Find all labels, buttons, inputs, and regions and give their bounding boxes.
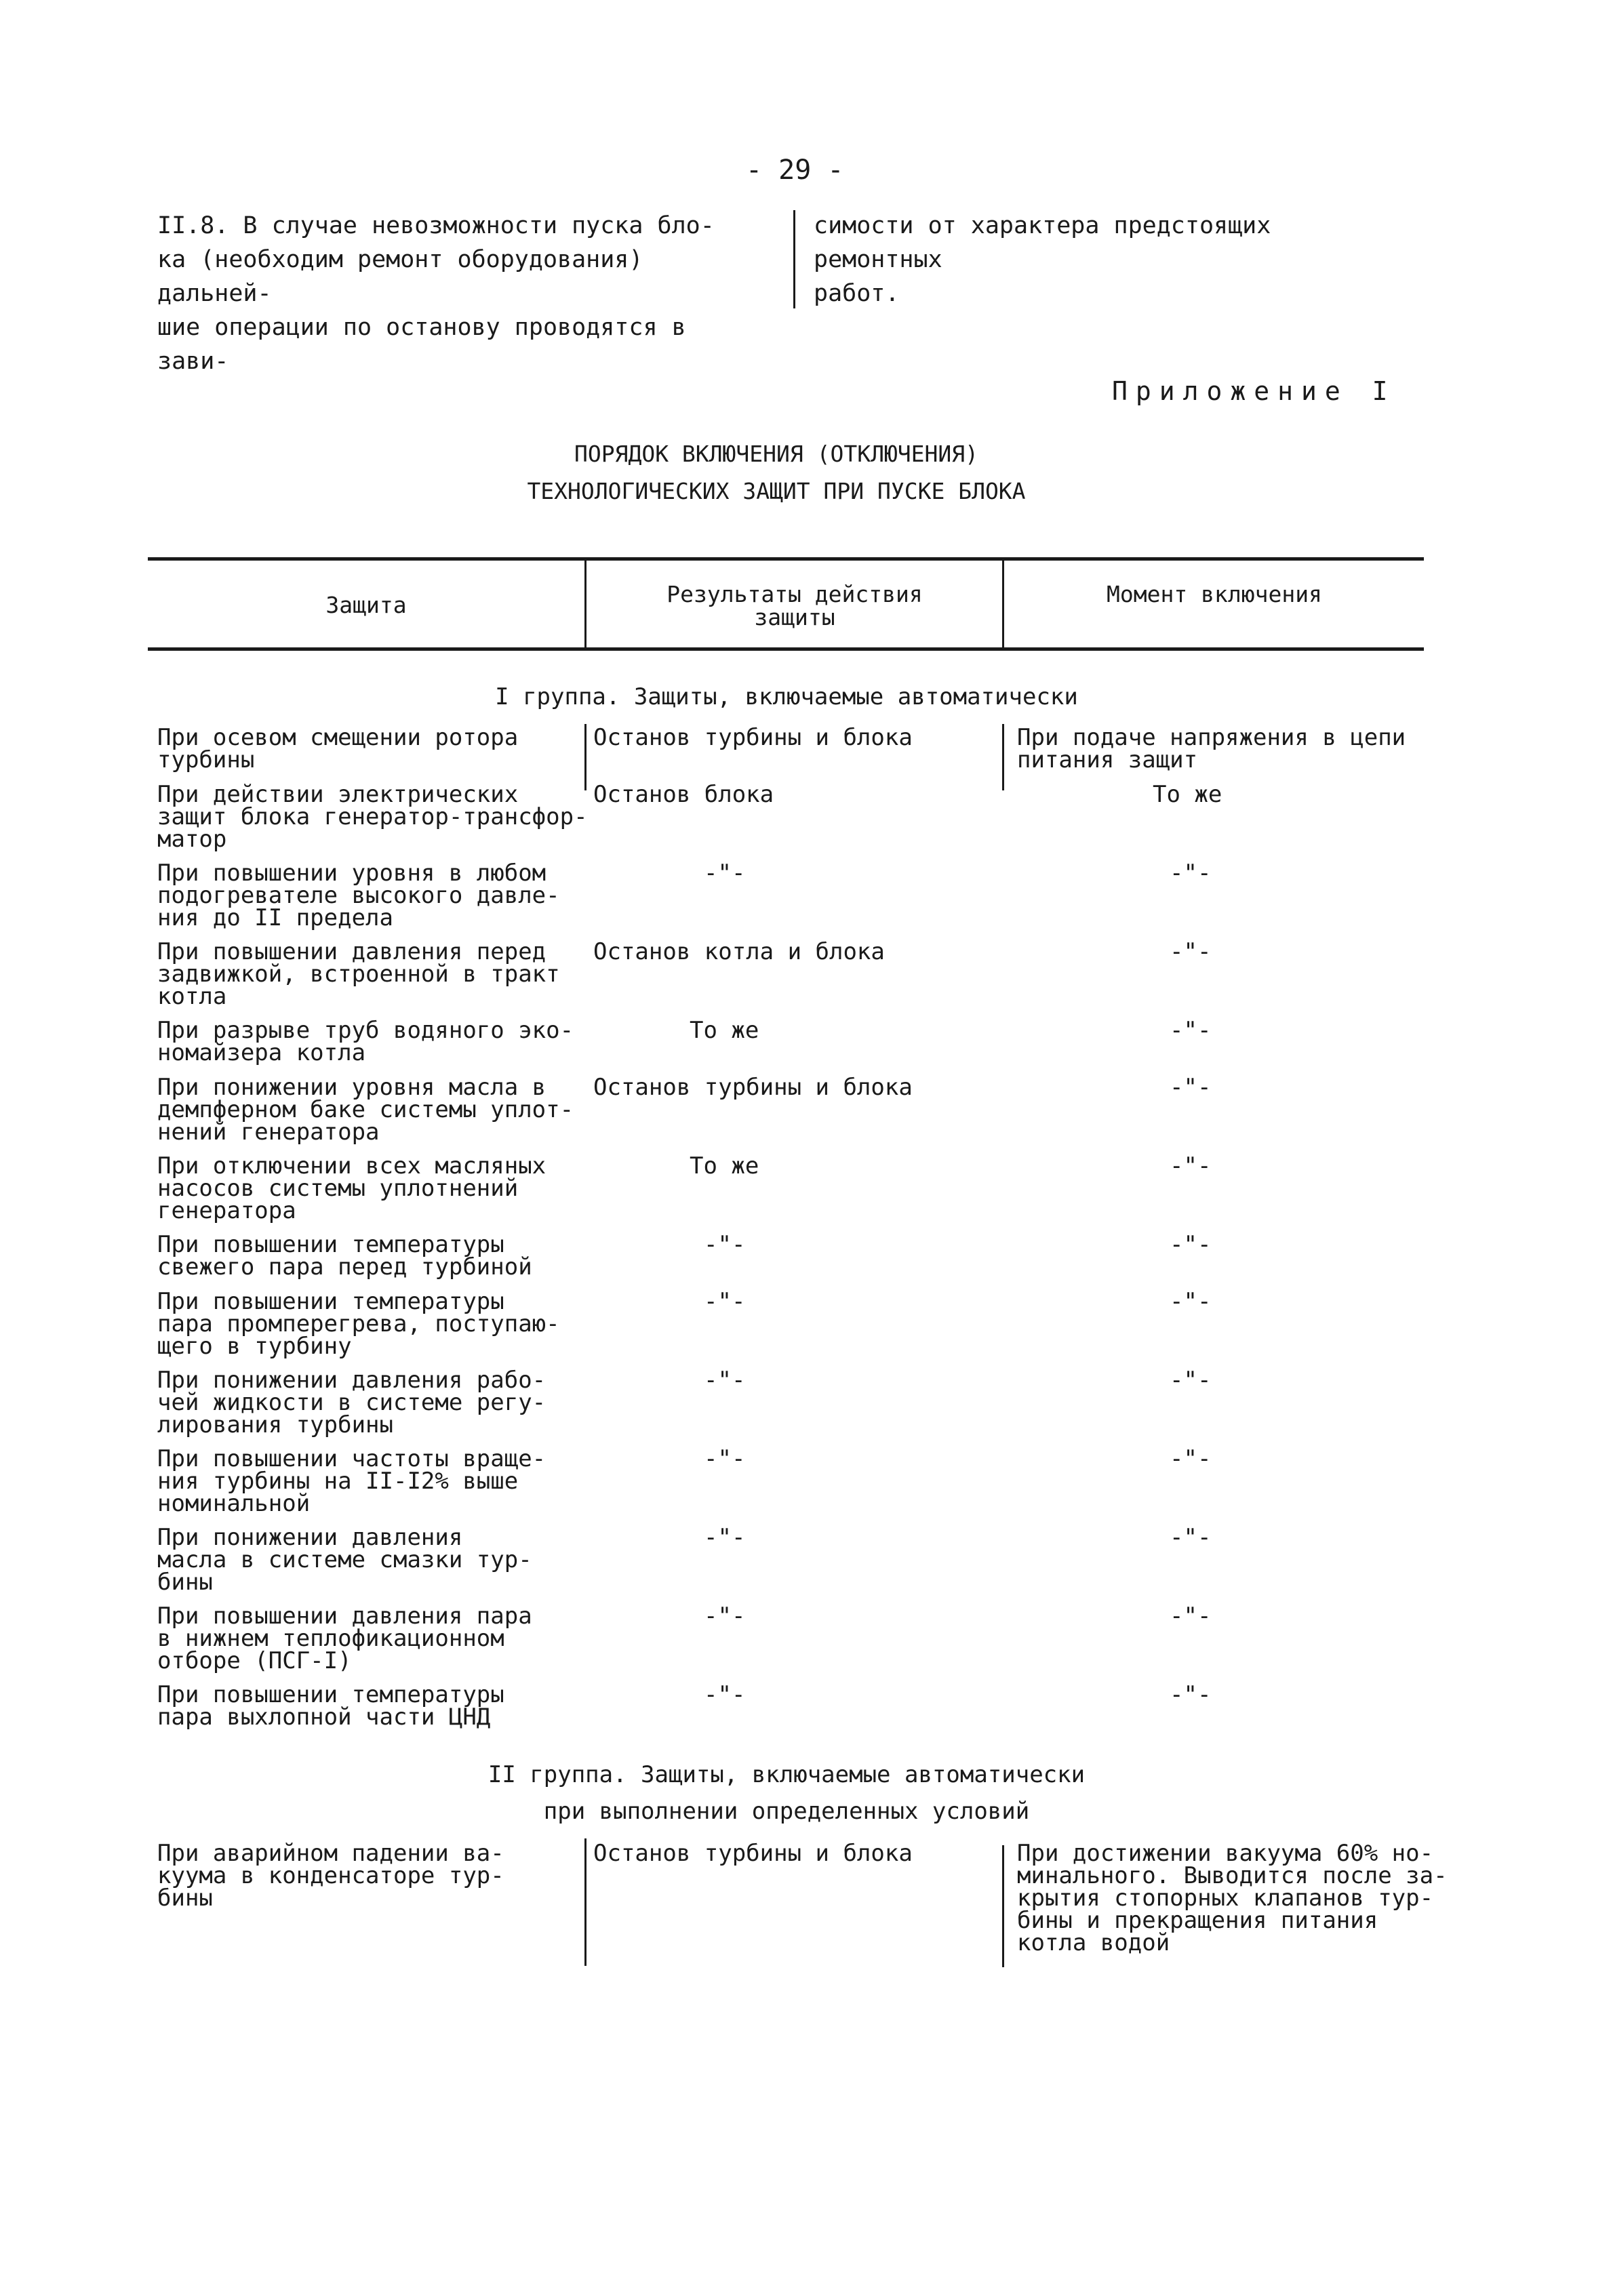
header-result (587, 583, 1002, 629)
moment-cell: При достижении вакуума 60% но- минального. Выводится после за- крытия стопорных клапанов тур- бины и прекращения питания котла водой (1017, 1840, 1448, 1956)
group2-title-line2: при выполнении определенных условий (543, 1798, 1030, 1825)
intro-right-line: симости от характера предстоящих ремонтных (814, 212, 1271, 273)
moment-cell: -"- (1170, 1367, 1212, 1394)
group2-title-line1: II группа. Защиты, включаемые автоматически (488, 1761, 1086, 1788)
result-cell: Останов блока (593, 781, 774, 808)
result-cell: Останов турбины и блока (593, 1074, 913, 1101)
result-cell: -"- (704, 1681, 746, 1708)
result-cell: -"- (704, 1445, 746, 1472)
result-cell: Останов котла и блока (593, 938, 885, 965)
protection-cell: При повышении температуры пара выхлопной части ЦНД (157, 1681, 504, 1731)
protection-cell: При действии электрических защит блока генератор-трансфор- матор (157, 781, 588, 853)
header-result-line1: Результаты действия (667, 581, 923, 607)
moment-cell: -"- (1170, 1074, 1212, 1101)
intro-column-divider (793, 210, 795, 308)
moment-cell: -"- (1170, 1231, 1212, 1258)
protection-cell: При разрыве труб водяного эко- номайзера котла (157, 1017, 574, 1066)
appendix-label: Приложение I (1112, 376, 1396, 406)
group1-title: I группа. Защиты, включаемые автоматически (495, 683, 1078, 710)
moment-cell: При подаче напряжения в цепи питания защит (1017, 724, 1406, 773)
header-moment: Момент включения (1107, 581, 1322, 607)
group2-divider-1 (584, 1838, 586, 1966)
result-cell: -"- (704, 1524, 746, 1551)
protection-cell: При понижении давления рабо- чей жидкости в системе регу- лирования турбины (157, 1367, 546, 1438)
header-result-line2: защиты (754, 604, 835, 630)
result-cell: То же (690, 1152, 759, 1180)
table-header-bottom-rule (148, 647, 1424, 651)
moment-cell: -"- (1170, 860, 1212, 887)
result-cell: -"- (704, 1288, 746, 1315)
protection-cell: При отключении всех масляных насосов системы уплотнений генератора (157, 1152, 546, 1224)
result-cell: То же (690, 1017, 759, 1044)
moment-cell: -"- (1170, 938, 1212, 965)
moment-cell: То же (1153, 781, 1222, 808)
protection-cell: При повышении температуры пара промперегрева, поступаю- щего в турбину (157, 1288, 560, 1360)
header-divider-2 (1002, 560, 1004, 648)
document-title-line1: ПОРЯДОК ВКЛЮЧЕНИЯ (ОТКЛЮЧЕНИЯ) (574, 441, 979, 467)
protection-cell: При повышении частоты враще- ния турбины на II-I2% выше номинальной (157, 1445, 546, 1517)
protection-cell: При осевом смещении ротора турбины (157, 724, 519, 773)
result-cell: Останов турбины и блока (593, 724, 913, 751)
moment-cell: -"- (1170, 1445, 1212, 1472)
protection-cell: При повышении уровня в любом подогревателе высокого давле- ния до II предела (157, 860, 560, 931)
moment-cell: -"- (1170, 1152, 1212, 1180)
page-number: - 29 - (746, 155, 844, 186)
group1-divider-2 (1002, 724, 1004, 790)
protection-cell: При повышении давления пара в нижнем теплофикационном отборе (ПСГ-I) (157, 1603, 532, 1674)
moment-cell: -"- (1170, 1681, 1212, 1708)
result-cell: Останов турбины и блока (593, 1840, 913, 1867)
moment-cell: -"- (1170, 1603, 1212, 1630)
moment-cell: -"- (1170, 1288, 1212, 1315)
protection-cell: При повышении давления перед задвижкой, встроенной в тракт котла (157, 938, 560, 1010)
intro-right-line: работ. (814, 280, 900, 307)
header-protection: Защита (325, 592, 407, 618)
result-cell: -"- (704, 1231, 746, 1258)
group1-divider-1 (584, 724, 586, 790)
document-title-line2: ТЕХНОЛОГИЧЕСКИХ ЗАЩИТ ПРИ ПУСКЕ БЛОКА (527, 478, 1026, 504)
table-top-rule (148, 557, 1424, 561)
protection-cell: При понижении давления масла в системе смазки тур- бины (157, 1524, 532, 1596)
intro-left-line: ка (необходим ремонт оборудования) дальней- (157, 246, 643, 307)
protection-cell: При понижении уровня масла в демпферном баке системы уплот- нений генератора (157, 1074, 574, 1146)
result-cell: -"- (704, 1603, 746, 1630)
intro-left-line: II.8. В случае невозможности пуска бло- (157, 212, 715, 239)
header-divider-1 (584, 560, 586, 648)
moment-cell: -"- (1170, 1017, 1212, 1044)
group2-divider-2 (1002, 1845, 1004, 1967)
intro-left-line: шие операции по останову проводятся в зави- (157, 314, 686, 375)
protection-cell: При повышении температуры свежего пара перед турбиной (157, 1231, 532, 1281)
intro-paragraph-right (814, 209, 1410, 310)
result-cell: -"- (704, 1367, 746, 1394)
moment-cell: -"- (1170, 1524, 1212, 1551)
protection-cell: При аварийном падении ва- куума в конденсаторе тур- бины (157, 1840, 504, 1912)
result-cell: -"- (704, 860, 746, 887)
intro-paragraph-left (157, 209, 747, 378)
